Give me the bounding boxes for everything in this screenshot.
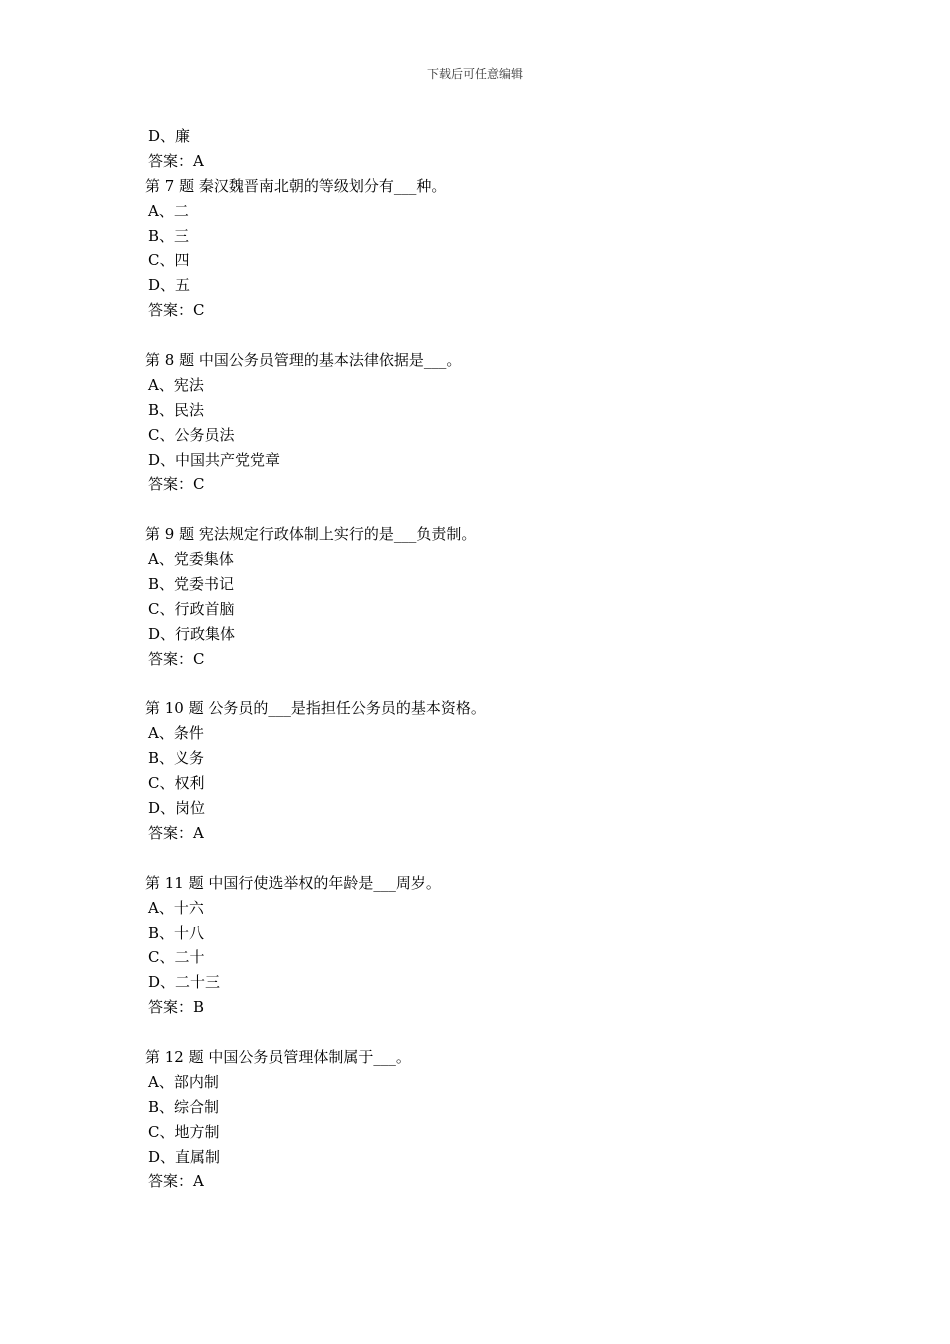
option-item: A、宪法 bbox=[148, 375, 204, 394]
question-block bbox=[145, 696, 845, 845]
option-item: D、廉 bbox=[148, 127, 191, 145]
option-item: C、权利 bbox=[148, 774, 205, 793]
option-item: C、地方制 bbox=[148, 1122, 220, 1141]
spacer bbox=[145, 1020, 845, 1045]
document-body bbox=[145, 124, 845, 1194]
option-item: B、党委书记 bbox=[148, 575, 235, 594]
option-item: B、综合制 bbox=[148, 1097, 220, 1116]
spacer bbox=[145, 497, 845, 522]
page-header: 下载后可任意编辑 bbox=[426, 67, 523, 81]
option-item: D、二十三 bbox=[148, 973, 221, 992]
option-item: D、行政集体 bbox=[148, 624, 236, 643]
question-title: 第 10 题 公务员的___是指担任公务员的基本资格。 bbox=[145, 699, 486, 718]
answer-line: 答案：A bbox=[148, 1172, 204, 1191]
option-item: B、义务 bbox=[148, 749, 205, 768]
question-title: 第 11 题 中国行使选举权的年龄是___周岁。 bbox=[145, 873, 441, 892]
spacer bbox=[145, 846, 845, 871]
option-item: A、条件 bbox=[148, 724, 204, 743]
question-block bbox=[145, 522, 845, 671]
option-item: C、公务员法 bbox=[148, 425, 235, 444]
option-item: B、十八 bbox=[148, 923, 205, 942]
answer-line: 答案：C bbox=[148, 649, 205, 668]
question-block bbox=[145, 1045, 845, 1194]
option-item: D、五 bbox=[148, 276, 191, 295]
option-item: D、直属制 bbox=[148, 1147, 221, 1166]
option-item: A、部内制 bbox=[148, 1072, 219, 1091]
answer-line: 答案：C bbox=[148, 301, 205, 320]
answer-line: 答案：C bbox=[148, 475, 205, 494]
option-item: A、党委集体 bbox=[148, 550, 234, 569]
option-item: B、三 bbox=[148, 226, 190, 245]
question-block bbox=[145, 174, 845, 323]
answer-line: 答案：B bbox=[148, 998, 205, 1017]
option-item: B、民法 bbox=[148, 400, 205, 419]
question-title: 第 9 题 宪法规定行政体制上实行的是___负责制。 bbox=[145, 525, 477, 544]
answer-line: 答案：A bbox=[148, 151, 204, 170]
question-title: 第 8 题 中国公务员管理的基本法律依据是___。 bbox=[145, 351, 462, 370]
question-title: 第 12 题 中国公务员管理体制属于___。 bbox=[145, 1047, 411, 1066]
option-item: C、行政首脑 bbox=[148, 599, 235, 618]
question-block bbox=[145, 871, 845, 1020]
option-item: D、岗位 bbox=[148, 799, 206, 818]
option-item: C、四 bbox=[148, 251, 190, 270]
spacer bbox=[145, 672, 845, 697]
option-item: C、二十 bbox=[148, 948, 205, 967]
option-item: D、中国共产党党章 bbox=[148, 450, 281, 469]
spacer bbox=[145, 323, 845, 348]
option-item: A、十六 bbox=[148, 898, 204, 917]
answer-line: 答案：A bbox=[148, 823, 204, 842]
option-item: A、二 bbox=[148, 201, 189, 220]
question-block bbox=[145, 348, 845, 497]
question-title: 第 7 题 秦汉魏晋南北朝的等级划分有___种。 bbox=[145, 176, 447, 195]
